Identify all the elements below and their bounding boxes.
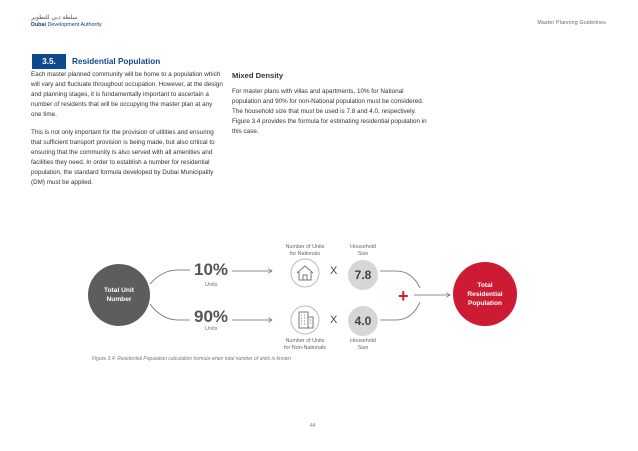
left-paragraph-1: Each master planned community will be home to a population which will vary and fluctuate throughout occupation. However, at the design and planning stages, it is fundamentally important to ascertain a number of residents that will be occupying the master plan at any one time. <box>31 71 223 118</box>
household-size-label-top-line-1: Household <box>350 244 376 250</box>
figure-caption: Figure 3.4: Residential Population calculation formula when total number of units is known <box>92 356 291 362</box>
household-size-label-bottom-line-1: Household <box>350 338 376 344</box>
logo-dda-text: Development Authority <box>47 22 102 28</box>
household-size-label-top <box>340 244 386 258</box>
branch-line-top <box>150 270 190 284</box>
logo-arabic-text: سلطة دبي للتطوير <box>31 15 78 21</box>
left-paragraph-2: This is not only important for the provision of utilities and ensuring that sufficient transport provision is being made, but also critical to ensuring that the community is also served with all amenities and facilities they need. In order to establish a number for residential population, the standard formula developed by Dubai Municipality (DM) must be applied. <box>31 129 215 186</box>
total-population-label: Total Residential Population <box>467 281 503 307</box>
right-paragraph: For master plans with villas and apartments, 10% for National population and 90% for non-National population must be considered. The household size that must be used is 7.8 and 4.0, respectively. Figure 3.4 provides the formula for estimating residential population in this case. <box>232 88 427 135</box>
plus-symbol: + <box>398 286 409 306</box>
household-value-nationals: 7.8 <box>348 260 378 290</box>
section-title: Residential Population <box>72 57 161 66</box>
total-units-label: Total Unit Number <box>104 287 134 303</box>
non-nationals-units-label <box>275 338 335 352</box>
nationals-units-label <box>275 244 335 258</box>
mixed-density-heading: Mixed Density <box>232 71 284 80</box>
household-value-non-nationals: 4.0 <box>348 306 378 336</box>
non-nationals-units-label-line-2: for Non-Nationals <box>284 345 326 351</box>
non-nationals-percentage-units: Units <box>205 326 218 332</box>
household-size-label-top-line-2: Size <box>357 251 369 257</box>
logo-dubai-text: Dubai <box>31 22 46 28</box>
non-nationals-percentage: 90% <box>194 307 229 326</box>
house-icon <box>291 259 319 287</box>
nationals-percentage: 10% <box>194 260 229 279</box>
branch-line-bottom <box>150 304 190 320</box>
section-number: 3.5. <box>32 54 66 69</box>
nationals-percentage-units: Units <box>205 282 218 288</box>
total-population-circle <box>453 262 517 326</box>
nationals-units-label-line-2: for Nationals <box>289 251 321 257</box>
guidelines-title: Master Planning Guidelines <box>537 20 606 26</box>
non-nationals-units-label-line-1: Number of Units <box>285 338 325 344</box>
multiply-symbol-top: X <box>330 265 338 277</box>
household-size-label-bottom <box>340 338 386 352</box>
multiply-symbol-bottom: X <box>330 314 338 326</box>
page-number: 44 <box>310 423 316 429</box>
apartment-building-icon <box>291 306 319 334</box>
total-units-circle <box>88 264 150 326</box>
household-size-label-bottom-line-2: Size <box>357 345 369 351</box>
nationals-units-label-line-1: Number of Units <box>285 244 325 250</box>
